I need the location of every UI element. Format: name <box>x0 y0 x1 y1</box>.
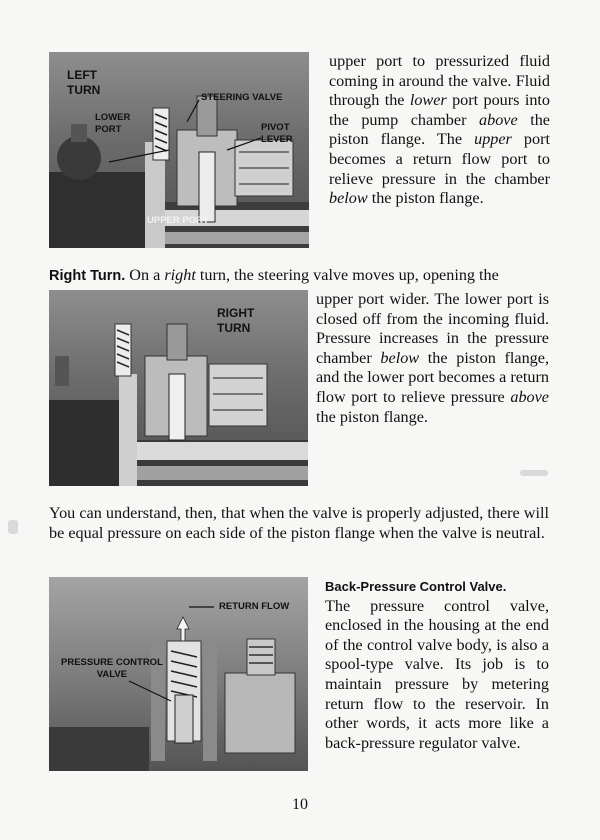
paragraph-back-pressure <box>325 577 549 753</box>
right-turn-valve-illustration <box>49 290 308 486</box>
figure-right-turn <box>49 290 308 486</box>
pressure-control-valve-callout: PRESSURE CONTROL VALVE <box>61 657 163 680</box>
para1-em-lower: lower <box>409 91 447 110</box>
return-flow-callout: RETURN FLOW <box>219 601 290 612</box>
left-turn-label: LEFT TURN <box>67 68 101 97</box>
paragraph-right-turn <box>316 290 549 427</box>
para2-text2: the piston flange, and the lower port becomes a return flow port to relieve pressure <box>316 348 549 406</box>
upper-port-callout: UPPER PORT <box>147 215 209 226</box>
right-turn-text2: turn, the steering valve moves up, opening the <box>195 266 499 284</box>
scan-mark <box>8 520 18 534</box>
right-turn-em-right: right <box>164 266 196 284</box>
lower-port-callout: LOWER PORT <box>95 112 131 135</box>
figure-left-turn <box>49 52 309 248</box>
para1-em-above: above <box>479 110 518 129</box>
para2-em-below: below <box>380 348 420 367</box>
para1-text5: the piston flange. <box>367 189 484 208</box>
page-number: 10 <box>292 796 308 813</box>
para1-text2: port pours into the pump chamber <box>329 91 550 129</box>
back-pressure-heading: Back-Pressure Control Valve. <box>325 579 507 594</box>
para3-text: You can understand, then, that when the valve is properly adjusted, there will be equal pressure on each side of the piston flange when the valve is neutral. <box>49 504 549 542</box>
paragraph-neutral <box>49 504 549 543</box>
figure-pressure-control-valve <box>49 577 308 771</box>
para2-em-above: above <box>510 387 549 406</box>
para1-em-below: below <box>329 189 368 208</box>
right-turn-heading: Right Turn. <box>49 268 126 284</box>
para1-em-upper: upper <box>474 130 512 149</box>
right-turn-lead-line <box>49 266 559 287</box>
para1-text3: the piston flange. The <box>329 110 550 149</box>
right-turn-text: On a <box>125 266 165 284</box>
steering-valve-callout: STEERING VALVE <box>201 92 283 103</box>
para1-text4: port becomes a return flow port to relieve pressure in the chamber <box>329 130 550 188</box>
para2-text: upper port wider. The lower port is closed off from the incoming fluid. Pressure increases in the pressure chamber <box>316 290 549 367</box>
para1-text: upper port to pressurized fluid coming in around the valve. Fluid through the <box>329 52 550 110</box>
paragraph-left-turn <box>329 52 550 209</box>
right-turn-label: RIGHT TURN <box>217 306 255 335</box>
pivot-lever-callout: PIVOT LEVER <box>261 122 293 145</box>
para2-text3: the piston flange. <box>316 407 428 426</box>
para4-text: The pressure control valve, enclosed in the housing at the end of the control valve body, is also a spool-type valve. Its job is to maintain pressure by metering return flow to the reservoir. In other words, it acts more like a back-pressure regulator valve. <box>325 596 549 752</box>
scan-mark <box>520 470 548 476</box>
